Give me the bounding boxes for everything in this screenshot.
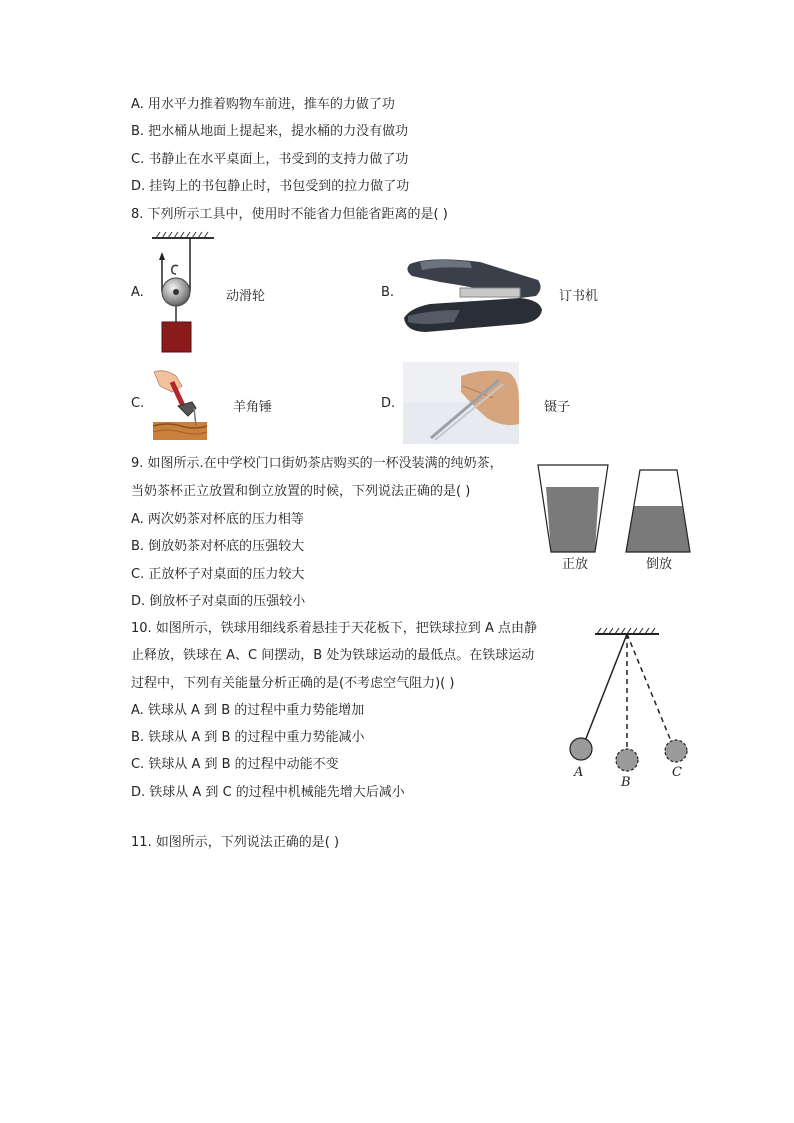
q7-option-b: B. 把水桶从地面上提起来，提水桶的力没有做功 [131, 124, 409, 139]
q10-option-c: C. 铁球从 A 到 B 的过程中动能不变 [131, 757, 339, 772]
q7-option-d: D. 挂钩上的书包静止时，书包受到的拉力做了功 [131, 179, 410, 194]
movable-pulley-image [148, 230, 218, 355]
q8-option-b-label: 订书机 [559, 289, 599, 304]
q10-option-b: B. 铁球从 A 到 B 的过程中重力势能减小 [131, 730, 365, 745]
q9-option-d: D. 倒放杯子对桌面的压强较小 [131, 594, 306, 609]
q8-option-d-letter: D. [381, 396, 396, 411]
q8-option-c-label: 羊角锤 [233, 400, 273, 415]
inverted-cup-label: 倒放 [646, 557, 673, 572]
q10-stem-line2: 止释放，铁球在 A、C 间摆动，B 处为铁球运动的最低点。在铁球运动 [131, 648, 535, 663]
q10-stem-line1: 10. 如图所示，铁球用细线系着悬挂于天花板下，把铁球拉到 A 点由静 [131, 621, 537, 636]
q8-stem: 8. 下列所示工具中，使用时不能省力但能省距离的是( ) [131, 207, 448, 222]
q8-option-b-letter: B. [381, 285, 395, 300]
q7-option-c: C. 书静止在水平桌面上，书受到的支持力做了功 [131, 152, 409, 167]
q9-stem-line2: 当奶茶杯正立放置和倒立放置的时候，下列说法正确的是( ) [131, 484, 471, 499]
milk-tea-cups-figure [535, 462, 695, 554]
q9-option-c: C. 正放杯子对桌面的压力较大 [131, 567, 305, 582]
q7-option-a: A. 用水平力推着购物车前进，推车的力做了功 [131, 97, 395, 112]
claw-hammer-image [150, 368, 210, 444]
pendulum-label-a: A [574, 765, 584, 780]
q11-stem: 11. 如图所示，下列说法正确的是( ) [131, 835, 340, 850]
upright-cup-label: 正放 [562, 557, 589, 572]
q10-stem-line3: 过程中，下列有关能量分析正确的是(不考虑空气阻力)( ) [131, 676, 455, 691]
stapler-image [400, 252, 545, 336]
q8-option-d-label: 镊子 [544, 400, 571, 415]
pendulum-label-c: C [672, 765, 682, 780]
q8-option-a-label: 动滑轮 [226, 289, 266, 304]
q9-stem-line1: 9. 如图所示.在中学校门口街奶茶店购买的一杯没装满的纯奶茶， [131, 456, 503, 471]
q10-option-d: D. 铁球从 A 到 C 的过程中机械能先增大后减小 [131, 785, 405, 800]
q10-option-a: A. 铁球从 A 到 B 的过程中重力势能增加 [131, 703, 365, 718]
q8-option-a-letter: A. [131, 285, 144, 300]
q9-option-b: B. 倒放奶茶对杯底的压强较大 [131, 539, 305, 554]
q8-option-c-letter: C. [131, 396, 145, 411]
q9-option-a: A. 两次奶茶对杯底的压力相等 [131, 512, 304, 527]
pendulum-label-b: B [621, 775, 631, 790]
tweezers-image [403, 362, 519, 444]
